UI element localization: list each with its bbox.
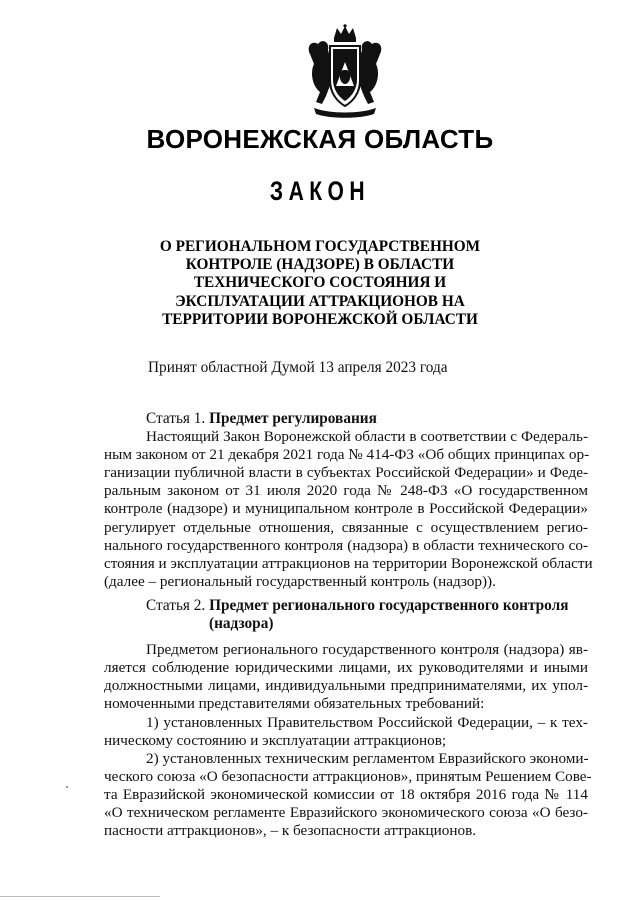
paragraph-line: номоченными представителями обязательных требований:: [104, 695, 485, 713]
paragraph-line: контроле (надзоре) и муниципальном контроле в Российской Федерации»: [104, 500, 588, 518]
adoption-note: Принят областной Думой 13 апреля 2023 года: [148, 359, 448, 376]
scan-artifact-line: [0, 896, 160, 897]
paragraph-line: ляется соблюдение юридическими лицами, их руководителями и иными: [104, 659, 588, 677]
article-1-prefix: Статья 1.: [146, 410, 206, 427]
article-1-title: Предмет регулирования: [209, 410, 377, 427]
paragraph-line: регулирует отдельные отношения, связанные с осуществлением регио-: [104, 518, 588, 536]
law-title-line: ТЕХНИЧЕСКОГО СОСТОЯНИЯ И: [193, 274, 447, 292]
article-2-heading: [104, 597, 588, 615]
paragraph-line: Предметом регионального государственного контроля (надзора) яв-: [146, 641, 588, 659]
article-2: [104, 597, 592, 840]
paragraph-line: та Евразийской экономической комиссии от 18 октября 2016 года № 114: [104, 785, 588, 803]
article-2-heading-continued: [104, 615, 588, 633]
region-title: ВОРОНЕЖСКАЯ ОБЛАСТЬ: [146, 124, 494, 154]
paragraph-line: Настоящий Закон Воронежской области в соответствии с Федераль-: [146, 428, 588, 446]
paragraph-line: ганизации публичной власти в субъектах Российской Федерации» и Феде-: [104, 464, 588, 482]
paragraph-line: ральным законом от 31 июля 2020 года № 248-ФЗ «О государственном: [104, 482, 588, 500]
law-title-line: О РЕГИОНАЛЬНОМ ГОСУДАРСТВЕННОМ: [159, 238, 481, 255]
paragraph-line: должностными лицами, индивидуальными предпринимателями, их упол-: [104, 677, 588, 695]
paragraph-line: нального государственного контроля (надзора) в области технического со-: [104, 536, 588, 554]
paragraph-line: стояния и эксплуатации аттракционов на территории Воронежской области: [104, 554, 593, 572]
scan-artifact-dot: [66, 786, 68, 788]
paragraph-line: ническому состоянию и эксплуатации аттракционов;: [104, 731, 447, 749]
article-2-title-continued: (надзора): [209, 615, 274, 633]
paragraph-line: «О техническом регламенте Евразийского экономического союза «О безо-: [104, 804, 588, 822]
article-2-prefix: Статья 2.: [146, 597, 206, 614]
paragraph-line: 2) установленных техническим регламентом Евразийского экономи-: [146, 749, 589, 767]
paragraph-line: (далее – региональный государственный контроль (надзор)).: [104, 572, 496, 590]
article-2-title: Предмет регионального государственного контроля: [209, 597, 569, 614]
article-1: [104, 410, 593, 591]
paragraph-line: ным законом от 21 декабря 2021 года № 414-ФЗ «Об общих принципах ор-: [104, 446, 590, 464]
paragraph-line: 1) установленных Правительством Российской Федерации, – к тех-: [146, 713, 588, 731]
law-title: [130, 238, 510, 329]
paragraph-line: ческого союза «О безопасности аттракционов», принятым Решением Сове-: [104, 767, 592, 785]
paragraph-line: пасности аттракционов», – к безопасности аттракционов.: [104, 822, 477, 840]
law-title-line: ЭКСПЛУАТАЦИИ АТТРАКЦИОНОВ НА: [175, 292, 465, 310]
document-type: ЗАКОН: [269, 176, 371, 206]
law-title-line: КОНТРОЛЕ (НАДЗОРЕ) В ОБЛАСТИ: [185, 256, 455, 274]
law-title-line: ТЕРРИТОРИИ ВОРОНЕЖСКОЙ ОБЛАСТИ: [162, 310, 478, 328]
article-1-heading: [104, 410, 588, 428]
coat-of-arms-icon: [304, 24, 386, 120]
